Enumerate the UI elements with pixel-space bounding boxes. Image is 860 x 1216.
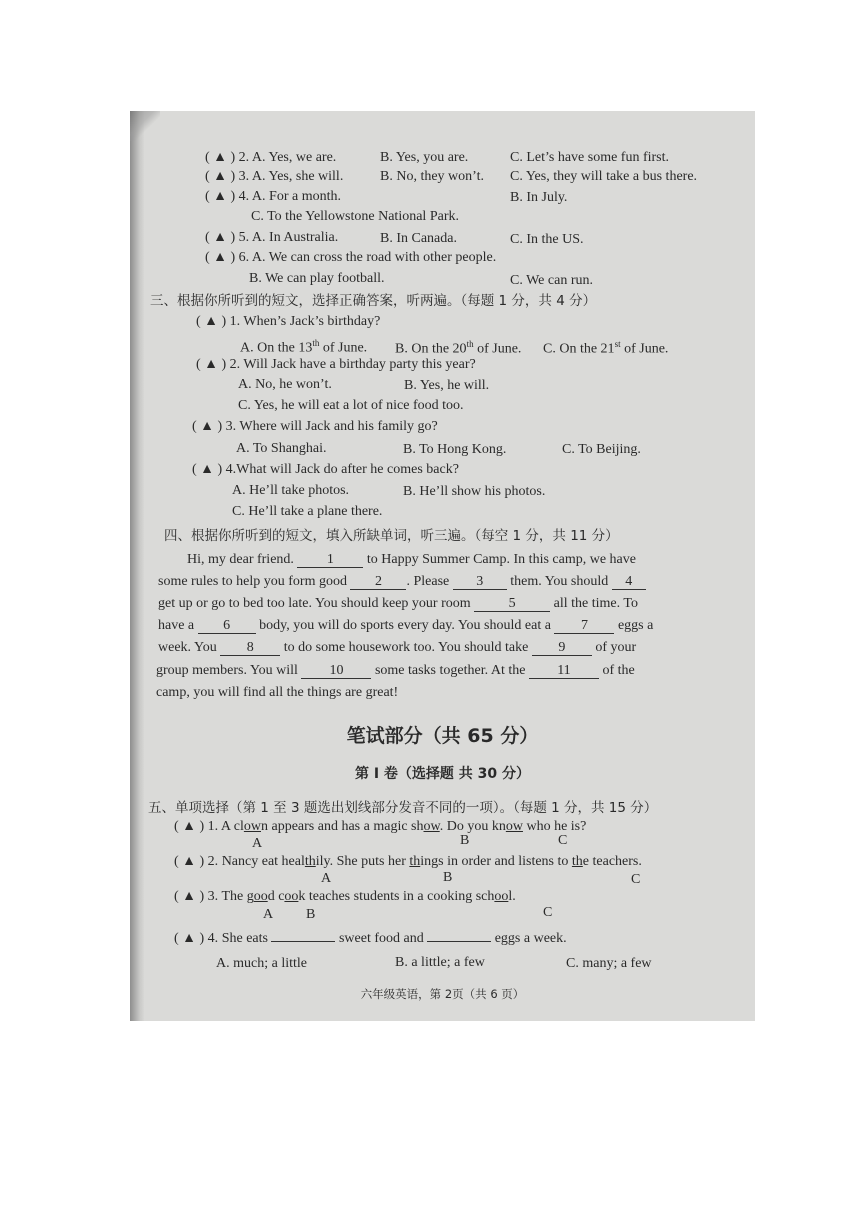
- passage-line-7: camp, you will find all the things are great!: [156, 685, 399, 700]
- q2-item-4: [205, 188, 341, 206]
- exam-page: [130, 111, 755, 1021]
- question-number: ( ▲ ) 3.: [205, 169, 250, 184]
- sec5-q4-option-a: A. much; a little: [216, 956, 307, 971]
- option-b: B. In July.: [510, 190, 568, 205]
- option-b: B. No, they won’t.: [380, 169, 484, 184]
- blank-6: 6: [198, 618, 256, 634]
- option-a: A. We can cross the road with other people.: [251, 250, 497, 265]
- sec3-q2-option-b: B. Yes, he will.: [404, 378, 490, 393]
- passage-line-1: Hi, my dear friend. 1 to Happy Summer Camp. In this camp, we have: [187, 552, 636, 567]
- section-3-heading: 三、根据你所听到的短文，选择正确答案，听两遍。（每题 1 分，共 4 分）: [150, 293, 597, 309]
- option-a: A. Yes, she will.: [251, 169, 344, 184]
- q2-item-3: [205, 168, 343, 186]
- blank-4: 4: [612, 574, 646, 590]
- page-corner-shadow: [130, 111, 160, 141]
- sec3-q3-option-c: C. To Beijing.: [562, 442, 641, 457]
- question-number: ( ▲ ) 4.: [205, 189, 250, 204]
- option-b: B. In Canada.: [380, 231, 457, 246]
- question-number: ( ▲ ) 2.: [205, 150, 250, 165]
- option-c: C. Yes, they will take a bus there.: [510, 169, 698, 184]
- passage-line-6: group members. You will 10 some tasks together. At the 11 of the: [156, 663, 635, 678]
- passage-line-4: have a 6 body, you will do sports every day. You should eat a 7 eggs a: [158, 618, 654, 633]
- label-c: C: [543, 905, 553, 920]
- label-a: A: [252, 836, 263, 851]
- passage-line-3: get up or go to bed too late. You should keep your room 5 all the time. To: [158, 596, 638, 611]
- written-section-title: 笔试部分（共 65 分）: [346, 725, 539, 747]
- sec5-q2: ( ▲ ) 2. Nancy eat healthily. She puts her things in order and listens to the teachers.: [174, 854, 642, 869]
- page-footer: 六年级英语，第 2页（共 6 页）: [360, 987, 525, 1001]
- option-b: B. We can play football.: [249, 271, 385, 286]
- question-number: ( ▲ ) 6.: [205, 250, 250, 265]
- label-b: B: [443, 870, 453, 885]
- label-c: C: [558, 833, 568, 848]
- sec3-q1-option-c: C. On the 21st of June.: [543, 339, 669, 357]
- label-a: A: [263, 907, 274, 922]
- passage-line-2: some rules to help you form good 2 . Please 3 them. You should 4: [158, 573, 646, 591]
- option-c: C. Let’s have some fun first.: [510, 150, 670, 165]
- sec5-q4-option-b: B. a little; a few: [395, 955, 485, 970]
- sec3-q3-stem: ( ▲ ) 3. Where will Jack and his family go?: [192, 419, 438, 434]
- sec3-q4-option-b: B. He’ll show his photos.: [403, 484, 546, 499]
- blank-5: 5: [474, 596, 550, 612]
- sec3-q1-option-b: B. On the 20th of June.: [395, 339, 522, 357]
- sec3-q3-option-a: A. To Shanghai.: [236, 441, 327, 456]
- page-edge-shadow: [130, 111, 144, 1021]
- section-4-heading: 四、根据你所听到的短文，填入所缺单词，听三遍。（每空 1 分，共 11 分）: [164, 528, 619, 544]
- blank-11: 11: [529, 663, 599, 679]
- option-a: A. Yes, we are.: [251, 150, 337, 165]
- option-c: C. In the US.: [510, 232, 584, 247]
- sec3-q1-stem: ( ▲ ) 1. When’s Jack’s birthday?: [196, 314, 381, 329]
- sec3-q4-stem: ( ▲ ) 4.What will Jack do after he comes back?: [192, 462, 459, 477]
- option-b: B. Yes, you are.: [380, 150, 469, 165]
- sec3-q1-option-a: A. On the 13th of June.: [240, 338, 368, 356]
- blank-9: 9: [532, 640, 592, 656]
- sec5-q4: ( ▲ ) 4. She eats sweet food and eggs a week.: [174, 931, 567, 946]
- question-number: ( ▲ ) 5.: [205, 230, 250, 245]
- blank-8: 8: [220, 640, 280, 656]
- sec5-q4-blank-1: [271, 941, 335, 942]
- sec5-q1: ( ▲ ) 1. A clown appears and has a magic show. Do you know who he is?: [174, 819, 587, 834]
- option-a: A. For a month.: [251, 189, 341, 204]
- blank-7: 7: [554, 618, 614, 634]
- sec3-q3-option-b: B. To Hong Kong.: [403, 442, 507, 457]
- q2-item-2: [205, 149, 336, 167]
- label-b: B: [306, 907, 316, 922]
- sec3-q4-option-a: A. He’ll take photos.: [232, 483, 350, 498]
- label-c: C: [631, 872, 641, 887]
- label-b: B: [460, 833, 470, 848]
- passage-line-5: week. You 8 to do some housework too. You should take 9 of your: [158, 640, 637, 655]
- volume-1-subtitle: 第 I 卷（选择题 共 30 分）: [354, 766, 531, 782]
- sec5-q4-blank-2: [427, 941, 491, 942]
- section-5-heading: 五、单项选择（第 1 至 3 题选出划线部分发音不同的一项）。（每题 1 分，共 15 分）: [148, 800, 658, 816]
- q2-item-6: [205, 249, 496, 267]
- sec3-q2-option-a: A. No, he won’t.: [238, 377, 332, 392]
- label-a: A: [321, 871, 332, 886]
- blank-2: 2: [350, 574, 406, 590]
- blank-10: 10: [301, 663, 371, 679]
- sec3-q2-option-c: C. Yes, he will eat a lot of nice food too.: [238, 398, 464, 413]
- option-c: C. To the Yellowstone National Park.: [251, 209, 459, 224]
- sec3-q2-stem: ( ▲ ) 2. Will Jack have a birthday party this year?: [196, 357, 476, 372]
- blank-3: 3: [453, 574, 507, 590]
- blank-1: 1: [297, 552, 363, 568]
- q2-item-5: [205, 229, 338, 247]
- option-a: A. In Australia.: [251, 230, 339, 245]
- sec3-q4-option-c: C. He’ll take a plane there.: [232, 504, 383, 519]
- option-c: C. We can run.: [510, 273, 593, 288]
- sec5-q4-option-c: C. many; a few: [566, 956, 652, 971]
- sec5-q3: ( ▲ ) 3. The good cook teaches students in a cooking school.: [174, 889, 516, 904]
